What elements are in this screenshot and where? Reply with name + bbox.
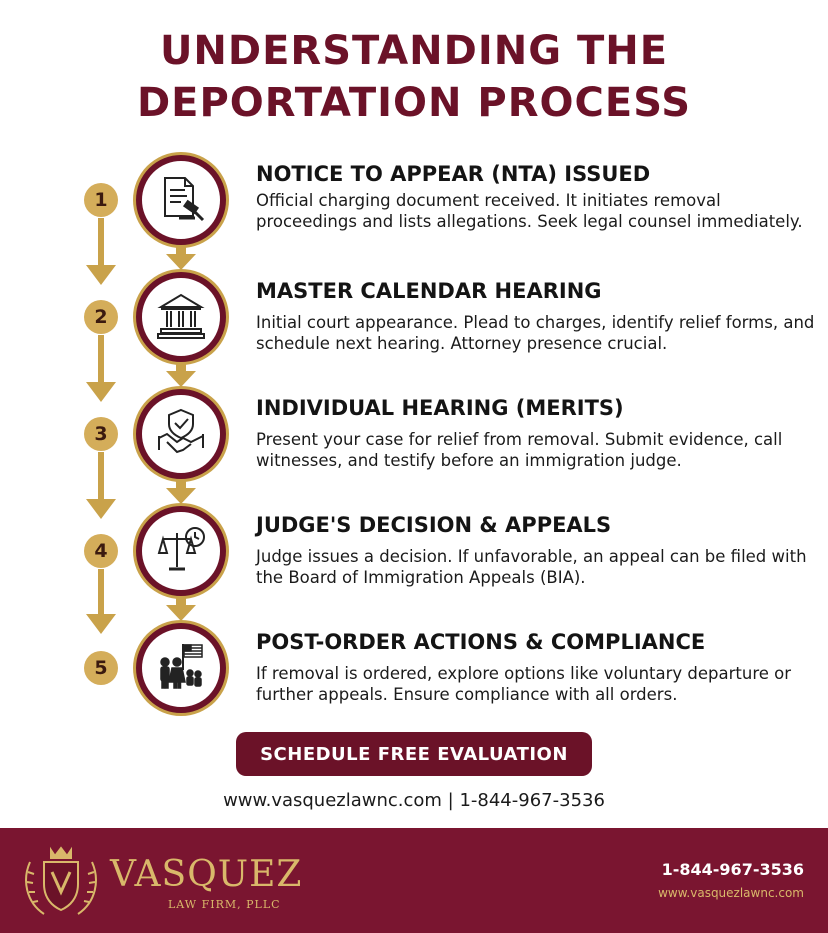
step-2-heading: MASTER CALENDAR HEARING	[256, 279, 602, 303]
step-4-number: 4	[84, 534, 118, 568]
courthouse-icon	[155, 289, 207, 345]
step-2-circle	[136, 272, 226, 362]
step-4-circle	[136, 506, 226, 596]
page-title-line-1: UNDERSTANDING THE	[159, 28, 669, 74]
footer-website-link[interactable]: www.vasquezlawnc.com	[658, 886, 804, 900]
page-title-line-2: DEPORTATION PROCESS	[136, 80, 692, 126]
brand-subtitle: LAW FIRM, PLLC	[168, 898, 281, 911]
step-2-description: Initial court appearance. Plead to charges, identify relief forms, and schedule next hearing. Attorney presence crucial.	[256, 313, 815, 353]
step-1-circle	[136, 155, 226, 245]
brand-name: VASQUEZ	[110, 854, 303, 895]
step-4-description: Judge issues a decision. If unfavorable, an appeal can be filed with the Board of Immigration Appeals (BIA).	[256, 547, 807, 587]
step-2-number: 2	[84, 300, 118, 334]
footer-phone[interactable]: 1-844-967-3536	[661, 860, 804, 879]
contact-line[interactable]: www.vasquezlawnc.com | 1-844-967-3536	[223, 790, 605, 811]
step-5-circle	[136, 623, 226, 713]
document-gavel-icon	[155, 172, 207, 228]
step-3-circle	[136, 389, 226, 479]
step-3-number: 3	[84, 417, 118, 451]
law-firm-crest-logo	[20, 842, 102, 926]
step-5-number: 5	[84, 651, 118, 685]
footer	[0, 828, 828, 933]
step-4-heading: JUDGE'S DECISION & APPEALS	[256, 513, 612, 537]
schedule-evaluation-button[interactable]: SCHEDULE FREE EVALUATION	[236, 732, 592, 776]
step-3-description: Present your case for relief from removal. Submit evidence, call witnesses, and testify before an immigration judge.	[256, 430, 783, 470]
step-1-number: 1	[84, 183, 118, 217]
step-5-description: If removal is ordered, explore options like voluntary departure or further appeals. Ensure compliance with all orders.	[256, 664, 792, 704]
step-1-description: Official charging document received. It initiates removal proceedings and lists allegations. Seek legal counsel immediately.	[256, 191, 803, 231]
step-3-heading: INDIVIDUAL HEARING (MERITS)	[256, 396, 624, 420]
scales-clock-icon	[155, 523, 207, 579]
family-flag-icon	[155, 640, 207, 696]
step-5-heading: POST-ORDER ACTIONS & COMPLIANCE	[256, 630, 706, 654]
step-1-heading: NOTICE TO APPEAR (NTA) ISSUED	[256, 162, 651, 186]
shield-handshake-icon	[155, 406, 207, 462]
